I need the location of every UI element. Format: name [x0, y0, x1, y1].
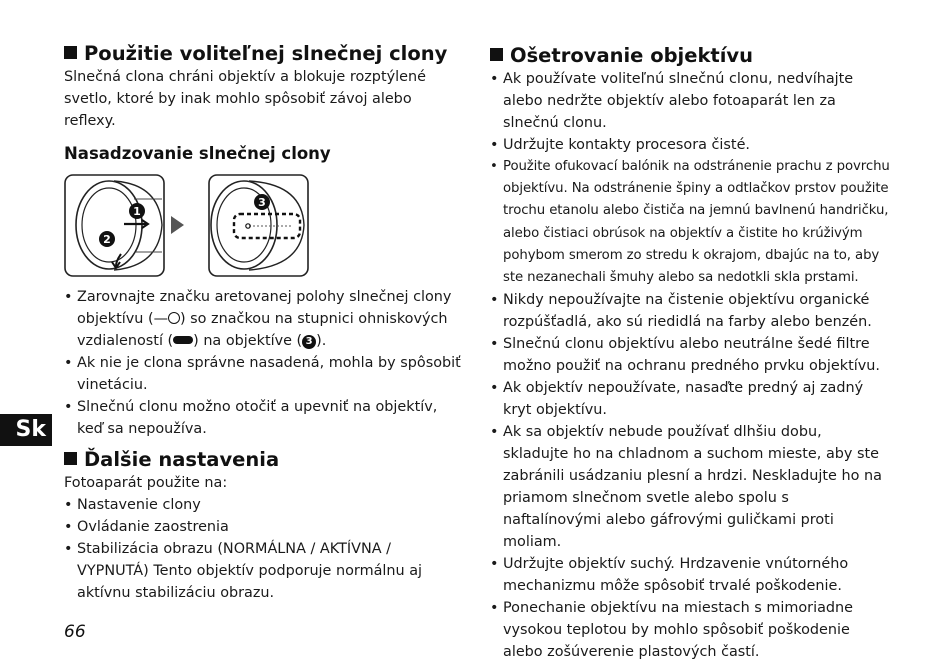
subheading-attaching-hood: Nasadzovanie slnečnej clony [64, 144, 331, 163]
section-heading-lens-care [490, 44, 890, 68]
hood-attach-diagram [64, 174, 309, 278]
section-heading-text: Ošetrovanie objektívu [510, 44, 754, 67]
heading-square-icon [64, 46, 77, 59]
section-heading-lens-hood [64, 42, 464, 66]
list-item: • Stabilizácia obrazu (NORMÁLNA / AKTÍVNA / VYPNUTÁ) Tento objektív podporuje normálnu aj aktívnu stabilizáciu obrazu. [64, 538, 464, 604]
callout-2-label: 2 [103, 233, 111, 246]
list-item: • Ak používate voliteľnú slnečnú clonu, nedvíhajte alebo nedržte objektív alebo fotoaparát len za slnečnú clonu. [490, 68, 890, 134]
callout-3-icon: 3 [302, 335, 316, 349]
lens-hood-intro: Slnečná clona chráni objektív a blokuje rozptýlené svetlo, ktoré by inak mohlo spôsobiť závoj alebo reflexy. [64, 69, 426, 129]
list-item: • Ponechanie objektívu na miestach s mimoriadne vysokou teplotou by mohlo spôsobiť poškodenie alebo zošúverenie plastových častí. [490, 597, 890, 663]
bullet-text: ). [316, 333, 327, 349]
other-settings-intro: Fotoaparát použite na: [64, 475, 228, 491]
list-item: • Ak objektív nepoužívate, nasaďte predný aj zadný kryt objektívu. [490, 377, 890, 421]
list-item: • Ovládanie zaostrenia [64, 516, 464, 538]
section-heading-text: Použitie voliteľnej slnečnej clony [84, 42, 448, 65]
heading-square-icon [64, 452, 77, 465]
callout-1-label: 1 [133, 205, 141, 218]
hood-bullet-list [64, 286, 464, 440]
list-item: • Ak sa objektív nebude používať dlhšiu dobu, skladujte ho na chladnom a suchom mieste, aby ste zabránili usádzaniu plesní a hrdzi. Neskladujte ho na priamom slnečnom svetle alebo spolu s naftalínovými alebo gáfrovými guličkami proti moliam. [490, 421, 890, 553]
list-item [64, 286, 464, 352]
hood-attach-illustration [64, 174, 309, 278]
ring-mark-icon [168, 312, 180, 324]
left-column [64, 44, 464, 604]
list-item: • Použite ofukovací balónik na odstránenie prachu z povrchu objektívu. Na odstránenie špiny a odtlačkov prstov použite trochu etanolu alebo čističa na jemnú bavlnenú handričku, alebo čistiaci obrúsok na objektív a čistite ho krúživým pohybom smerom zo stredu k okrajom, dbajúc na to, aby ste nezanechali šmuhy alebo sa nedotkli skla prstami. [490, 156, 890, 289]
list-item: • Slnečnú clonu objektívu alebo neutrálne šedé filtre možno použiť na ochranu predného prvku objektívu. [490, 333, 890, 377]
bullet-text: ) na objektíve ( [193, 333, 303, 349]
settings-bullet-list [64, 494, 464, 604]
section-heading-text: Ďalšie nastavenia [84, 448, 280, 471]
list-item: • Ak nie je clona správne nasadená, mohla by spôsobiť vinetáciu. [64, 352, 464, 396]
callout-3-label: 3 [258, 196, 266, 209]
list-item: • Udržujte kontakty procesora čisté. [490, 134, 890, 156]
list-item: • Slnečnú clonu možno otočiť a upevniť na objektív, keď sa nepoužíva. [64, 396, 464, 440]
list-item: • Nastavenie clony [64, 494, 464, 516]
bullet-text: ) so značkou na stupnici ohniskových vzdialeností ( [77, 311, 448, 349]
dash-mark: — [153, 311, 168, 327]
right-column [490, 44, 890, 663]
bullet-text: Zarovnajte značku aretovanej polohy slnečnej clony objektívu ( [77, 289, 452, 327]
care-bullet-list [490, 68, 890, 663]
focal-mark-icon [173, 336, 193, 344]
section-heading-other-settings [64, 448, 464, 472]
page-number: 66 [64, 622, 86, 642]
right-arrow-icon [171, 216, 184, 234]
language-tab: Sk [0, 414, 52, 446]
list-item: • Udržujte objektív suchý. Hrdzavenie vnútorného mechanizmu môže spôsobiť trvalé poškodenie. [490, 553, 890, 597]
list-item: • Nikdy nepoužívajte na čistenie objektívu organické rozpúšťadlá, ako sú riedidlá na farby alebo benzén. [490, 289, 890, 333]
heading-square-icon [490, 48, 503, 61]
